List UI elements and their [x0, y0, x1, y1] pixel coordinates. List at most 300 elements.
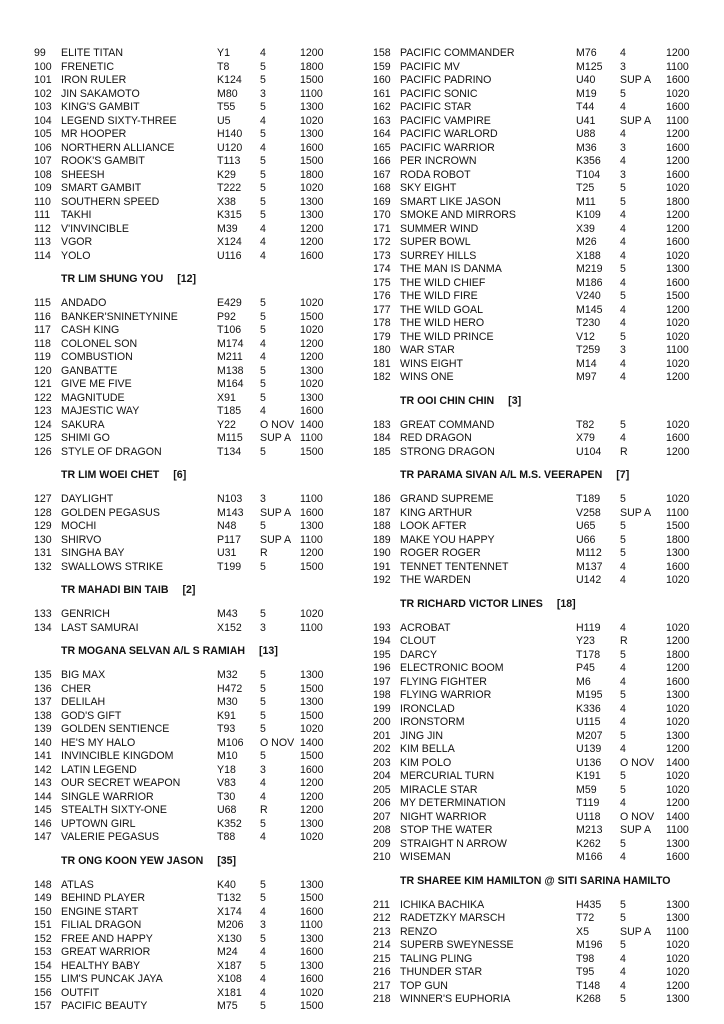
- horse-rating: 1020: [300, 114, 324, 127]
- horse-number: 107: [34, 155, 52, 167]
- horse-grade: SUP A: [620, 506, 652, 519]
- horse-number: 103: [34, 101, 52, 113]
- horse-name: PER INCROWN: [400, 155, 477, 167]
- horse-rating: 1200: [666, 209, 690, 221]
- horse-number: 159: [373, 60, 391, 73]
- horse-code: M174: [217, 337, 244, 350]
- horse-number: 111: [34, 209, 51, 221]
- horse-grade: SUP A: [620, 824, 652, 836]
- horse-number: 134: [34, 621, 52, 634]
- horse-grade: 5: [260, 932, 266, 945]
- horse-row: [34, 311, 334, 325]
- horse-number: 178: [373, 317, 391, 329]
- horse-grade: O NOV: [260, 736, 295, 749]
- horse-name: MOCHI: [61, 520, 97, 532]
- horse-row: [373, 966, 693, 980]
- horse-number: 146: [34, 817, 52, 830]
- horse-row: [34, 737, 334, 751]
- horse-code: X130: [217, 932, 242, 945]
- horse-row: [373, 493, 693, 507]
- horse-name: DAYLIGHT: [61, 493, 114, 505]
- horse-row: [373, 689, 693, 703]
- trainer-horse-count: [18]: [556, 597, 576, 610]
- horse-code: P117: [217, 533, 241, 546]
- horse-code: M59: [576, 783, 597, 796]
- horse-row: [34, 818, 334, 832]
- horse-grade: 4: [260, 114, 266, 127]
- horse-row: [34, 919, 334, 933]
- horse-name: VALERIE PEGASUS: [61, 831, 160, 843]
- horse-number: 132: [34, 560, 52, 573]
- horse-name: SUMMER WIND: [400, 222, 479, 235]
- horse-row: [373, 182, 693, 196]
- horse-number: 139: [34, 723, 52, 735]
- horse-name: ENGINE START: [61, 905, 139, 918]
- horse-number: 161: [373, 87, 391, 100]
- horse-rating: 1300: [300, 195, 324, 208]
- trainer-header: [34, 263, 334, 297]
- horse-row: [373, 851, 693, 865]
- horse-rating: 1600: [300, 763, 324, 776]
- horse-row: [373, 939, 693, 953]
- horse-grade: SUP A: [620, 925, 652, 938]
- horse-name: LAST SAMURAI: [61, 621, 139, 634]
- horse-row: [373, 993, 693, 1007]
- horse-code: U88: [576, 128, 596, 140]
- horse-grade: 5: [620, 418, 626, 431]
- horse-name: THE WILD CHIEF: [400, 276, 486, 289]
- horse-code: T104: [576, 168, 601, 181]
- horse-name: PACIFIC SONIC: [400, 87, 478, 100]
- horse-rating: 1300: [300, 669, 324, 681]
- horse-rating: 1020: [666, 493, 690, 505]
- horse-number: 164: [373, 128, 391, 140]
- horse-grade: 4: [620, 276, 626, 289]
- horse-row: [34, 196, 334, 210]
- horse-rating: 1600: [300, 141, 324, 154]
- horse-row: [34, 236, 334, 250]
- horse-rating: 1300: [300, 364, 324, 377]
- horse-row: [373, 223, 693, 237]
- horse-grade: 4: [260, 777, 266, 789]
- horse-code: M195: [576, 689, 603, 701]
- horse-row: [34, 669, 334, 683]
- left-column: [34, 47, 334, 1014]
- horse-grade: 5: [260, 669, 266, 681]
- horse-number: 218: [373, 993, 391, 1005]
- horse-code: U5: [217, 114, 231, 127]
- horse-rating: 1300: [300, 520, 324, 532]
- horse-number: 154: [34, 959, 52, 972]
- horse-grade: 5: [620, 770, 626, 782]
- horse-rating: 1500: [300, 709, 324, 722]
- horse-number: 131: [34, 547, 52, 559]
- horse-name: STYLE OF DRAGON: [61, 445, 162, 458]
- horse-grade: 5: [260, 168, 266, 181]
- horse-rating: 1020: [666, 357, 690, 370]
- horse-name: PACIFIC COMMANDER: [400, 47, 515, 59]
- horse-name: MAKE YOU HAPPY: [400, 533, 495, 546]
- horse-rating: 1500: [300, 310, 324, 323]
- horse-number: 142: [34, 763, 52, 776]
- horse-name: PACIFIC PADRINO: [400, 74, 492, 86]
- horse-row: [34, 405, 334, 419]
- horse-code: Y22: [217, 418, 236, 431]
- horse-rating: 1200: [666, 303, 690, 316]
- horse-code: K352: [217, 817, 242, 830]
- horse-row: [373, 196, 693, 210]
- horse-row: [34, 723, 334, 737]
- horse-name: CLOUT: [400, 635, 436, 647]
- horse-grade: 4: [620, 47, 626, 59]
- horse-rating: 1200: [666, 222, 690, 235]
- horse-row: [373, 824, 693, 838]
- horse-row: [34, 169, 334, 183]
- horse-row: [34, 608, 334, 622]
- horse-name: LOOK AFTER: [400, 520, 467, 532]
- horse-grade: 4: [620, 574, 626, 586]
- horse-grade: 4: [260, 790, 266, 803]
- horse-rating: 1600: [300, 249, 324, 262]
- horse-rating: 1100: [300, 432, 323, 444]
- horse-name: FLYING FIGHTER: [400, 675, 487, 688]
- horse-name: MIRACLE STAR: [400, 783, 478, 796]
- horse-row: [373, 574, 693, 588]
- horse-rating: 1020: [666, 716, 690, 728]
- horse-row: [34, 1000, 334, 1014]
- horse-number: 176: [373, 290, 391, 302]
- horse-grade: 5: [260, 1000, 266, 1012]
- horse-number: 204: [373, 770, 391, 782]
- horse-grade: 5: [620, 182, 626, 194]
- horse-code: M115: [217, 432, 243, 444]
- horse-row: [373, 358, 693, 372]
- horse-code: E429: [217, 297, 242, 309]
- horse-grade: 4: [620, 716, 626, 728]
- horse-row: [373, 263, 693, 277]
- horse-name: GENRICH: [61, 608, 110, 620]
- horse-rating: 1600: [666, 432, 690, 444]
- horse-grade: 3: [620, 60, 626, 73]
- horse-code: T119: [576, 797, 600, 809]
- horse-code: U66: [576, 533, 596, 546]
- horse-grade: 5: [260, 682, 266, 695]
- horse-code: P92: [217, 310, 236, 323]
- horse-row: [34, 520, 334, 534]
- horse-code: T230: [576, 317, 601, 329]
- horse-code: X152: [217, 621, 242, 634]
- horse-grade: 5: [260, 696, 266, 708]
- horse-rating: 1500: [300, 560, 324, 573]
- horse-grade: 5: [260, 182, 266, 194]
- horse-grade: O NOV: [260, 418, 295, 431]
- horse-number: 117: [34, 324, 51, 336]
- horse-number: 168: [373, 182, 391, 194]
- horse-row: [373, 419, 693, 433]
- horse-grade: 3: [620, 168, 626, 181]
- horse-rating: 1500: [300, 74, 324, 86]
- horse-grade: 5: [260, 74, 266, 86]
- horse-row: [373, 784, 693, 798]
- horse-grade: 4: [620, 209, 626, 221]
- horse-code: U142: [576, 574, 602, 586]
- horse-code: V258: [576, 506, 601, 519]
- horse-rating: 1020: [666, 952, 690, 965]
- horse-grade: 5: [260, 959, 266, 972]
- horse-rating: 1020: [300, 723, 324, 735]
- horse-code: U65: [576, 520, 596, 532]
- horse-name: OUR SECRET WEAPON: [61, 777, 181, 789]
- horse-code: M219: [576, 263, 603, 275]
- horse-number: 214: [373, 939, 391, 951]
- horse-row: [34, 142, 334, 156]
- horse-grade: 4: [620, 797, 626, 809]
- horse-row: [34, 973, 334, 987]
- horse-code: K191: [576, 770, 601, 782]
- horse-name: UPTOWN GIRL: [61, 817, 136, 830]
- horse-code: M30: [217, 696, 238, 708]
- horse-code: U68: [217, 804, 237, 816]
- horse-code: M76: [576, 47, 597, 59]
- horse-row: [373, 676, 693, 690]
- horse-rating: 1200: [300, 547, 324, 559]
- horse-name: KING ARTHUR: [400, 506, 473, 519]
- horse-row: [34, 892, 334, 906]
- horse-grade: 5: [620, 290, 626, 302]
- trainer-header: [373, 588, 693, 622]
- horse-name: WINS ONE: [400, 371, 454, 383]
- horse-number: 171: [373, 222, 391, 235]
- horse-code: T88: [217, 831, 236, 843]
- horse-rating: 1100: [300, 87, 323, 100]
- horse-number: 207: [373, 810, 391, 823]
- horse-number: 114: [34, 249, 51, 262]
- horse-code: H435: [576, 898, 602, 911]
- horse-grade: R: [620, 445, 628, 458]
- horse-rating: 1500: [666, 520, 690, 532]
- horse-name: HEALTHY BABY: [61, 959, 141, 972]
- horse-row: [34, 493, 334, 507]
- horse-name: THE WILD GOAL: [400, 303, 483, 316]
- horse-name: SMART LIKE JASON: [400, 195, 501, 208]
- horse-grade: 5: [620, 520, 626, 532]
- horse-name: THE WILD FIRE: [400, 290, 478, 302]
- horse-row: [373, 716, 693, 730]
- horse-code: U31: [217, 547, 237, 559]
- horse-number: 205: [373, 783, 391, 796]
- horse-grade: 5: [260, 155, 266, 167]
- horse-name: SMOKE AND MIRRORS: [400, 209, 516, 221]
- horse-row: [373, 649, 693, 663]
- horse-rating: 1020: [300, 986, 324, 999]
- horse-rating: 1020: [666, 418, 690, 431]
- horse-grade: 5: [260, 445, 266, 458]
- horse-code: T30: [217, 790, 236, 803]
- horse-grade: 5: [620, 493, 626, 505]
- horse-code: U118: [576, 810, 601, 823]
- horse-rating: 1100: [666, 60, 689, 73]
- horse-grade: 3: [260, 763, 266, 776]
- horse-rating: 1200: [300, 777, 324, 789]
- horse-rating: 1800: [300, 168, 324, 181]
- horse-rating: 1200: [300, 337, 324, 350]
- horse-name: MR HOOPER: [61, 128, 127, 140]
- horse-grade: 5: [620, 648, 626, 661]
- horse-number: 144: [34, 790, 52, 803]
- horse-grade: 5: [260, 195, 266, 208]
- horse-number: 192: [373, 574, 391, 586]
- horse-code: M125: [576, 60, 603, 73]
- horse-row: [373, 926, 693, 940]
- horse-name: JING JIN: [400, 729, 443, 742]
- horse-name: ELECTRONIC BOOM: [400, 662, 504, 674]
- horse-name: SMART GAMBIT: [61, 182, 142, 194]
- horse-name: KING'S GAMBIT: [61, 101, 140, 113]
- horse-code: M97: [576, 371, 597, 383]
- horse-row: [34, 960, 334, 974]
- horse-name: KIM POLO: [400, 756, 452, 769]
- horse-row: [373, 432, 693, 446]
- horse-name: NIGHT WARRIOR: [400, 810, 487, 823]
- horse-grade: 4: [620, 851, 626, 863]
- horse-rating: 1800: [666, 195, 690, 208]
- horse-rating: 1600: [666, 168, 690, 181]
- horse-name: WINNER'S EUPHORIA: [400, 993, 511, 1005]
- horse-grade: 5: [620, 837, 626, 850]
- horse-name: SUPER BOWL: [400, 236, 471, 248]
- trainer-horse-count: [3]: [508, 394, 522, 407]
- horse-code: M196: [576, 939, 603, 951]
- horse-grade: 4: [620, 101, 626, 113]
- trainer-name: TR PARAMA SIVAN A/L M.S. VEERAPEN: [400, 469, 603, 481]
- horse-grade: 5: [620, 729, 626, 742]
- horse-code: N103: [217, 493, 243, 505]
- horse-code: M6: [576, 675, 591, 688]
- horse-row: [373, 912, 693, 926]
- horse-number: 170: [373, 209, 391, 221]
- horse-rating: 1200: [666, 662, 690, 674]
- trainer-name: TR ONG KOON YEW JASON: [61, 854, 204, 867]
- horse-grade: 5: [260, 878, 266, 891]
- horse-grade: 4: [620, 743, 626, 755]
- horse-rating: 1020: [300, 608, 324, 620]
- horse-name: GIVE ME FIVE: [61, 378, 132, 390]
- horse-name: PACIFIC WARLORD: [400, 128, 498, 140]
- horse-code: T25: [576, 182, 595, 194]
- horse-rating: 1300: [300, 391, 324, 404]
- trainer-header: [34, 845, 334, 879]
- horse-rating: 1600: [300, 405, 324, 417]
- horse-grade: 5: [620, 87, 626, 100]
- horse-name: TALING PLING: [400, 952, 473, 965]
- horse-grade: 4: [620, 662, 626, 674]
- horse-code: U139: [576, 743, 602, 755]
- horse-row: [34, 250, 334, 264]
- horse-name: COMBUSTION: [61, 351, 133, 363]
- horse-rating: 1600: [666, 276, 690, 289]
- horse-grade: 5: [620, 912, 626, 924]
- horse-name: SHIRVO: [61, 533, 102, 546]
- horse-name: JIN SAKAMOTO: [61, 87, 140, 100]
- horse-code: X188: [576, 249, 601, 262]
- horse-grade: R: [260, 804, 268, 816]
- horse-code: M164: [217, 378, 244, 390]
- horse-number: 179: [373, 330, 391, 343]
- horse-code: Y18: [217, 763, 236, 776]
- horse-number: 148: [34, 878, 52, 891]
- horse-rating: 1020: [300, 297, 324, 309]
- horse-name: PACIFIC MV: [400, 60, 460, 73]
- horse-rating: 1600: [666, 236, 690, 248]
- horse-name: WINS EIGHT: [400, 357, 463, 370]
- horse-name: V'INVINCIBLE: [61, 222, 129, 235]
- horse-code: M26: [576, 236, 597, 248]
- horse-grade: 4: [260, 973, 266, 985]
- horse-code: K109: [576, 209, 601, 221]
- horse-row: [373, 507, 693, 521]
- horse-rating: 1200: [666, 979, 690, 992]
- horse-row: [34, 987, 334, 1001]
- horse-code: K29: [217, 168, 236, 181]
- horse-rating: 1200: [300, 222, 324, 235]
- horse-name: TOP GUN: [400, 979, 448, 992]
- horse-number: 133: [34, 608, 52, 620]
- horse-name: GREAT COMMAND: [400, 418, 495, 431]
- horse-row: [34, 338, 334, 352]
- horse-code: X174: [217, 905, 242, 918]
- horse-code: T178: [576, 648, 601, 661]
- horse-code: X39: [576, 222, 595, 235]
- horse-row: [34, 47, 334, 61]
- horse-rating: 1400: [666, 810, 690, 823]
- horse-number: 143: [34, 777, 52, 789]
- horse-number: 125: [34, 432, 52, 444]
- horse-grade: 5: [260, 608, 266, 620]
- trainer-name: TR SHAREE KIM HAMILTON @ SITI SARINA HAMILTO: [400, 874, 671, 887]
- horse-code: T95: [576, 966, 595, 978]
- horse-rating: 1300: [300, 878, 324, 891]
- horse-grade: 5: [260, 750, 266, 762]
- horse-rating: 1020: [666, 182, 690, 194]
- horse-number: 130: [34, 533, 52, 546]
- trainer-header: [373, 459, 693, 493]
- horse-row: [373, 290, 693, 304]
- horse-grade: 3: [260, 87, 266, 100]
- horse-name: VGOR: [61, 236, 93, 248]
- horse-number: 157: [34, 1000, 52, 1012]
- horse-number: 127: [34, 493, 52, 505]
- horse-code: H140: [217, 128, 243, 140]
- horse-name: GREAT WARRIOR: [61, 946, 151, 958]
- horse-grade: 5: [260, 892, 266, 904]
- horse-rating: 1200: [666, 635, 690, 647]
- horse-name: WISEMAN: [400, 851, 451, 863]
- horse-name: SHIMI GO: [61, 432, 110, 444]
- trainer-horse-count: [13]: [259, 645, 278, 657]
- horse-name: HE'S MY HALO: [61, 736, 136, 749]
- horse-code: K124: [217, 74, 242, 86]
- horse-rating: 1300: [666, 547, 690, 559]
- horse-rating: 1020: [666, 330, 690, 343]
- horse-row: [373, 128, 693, 142]
- horse-name: BANKER'SNINETYNINE: [61, 310, 178, 323]
- trainer-name: TR LIM WOEI CHET: [61, 469, 160, 481]
- horse-grade: SUP A: [620, 74, 652, 86]
- horse-rating: 1200: [666, 128, 690, 140]
- horse-name: SUPERB SWEYNESSE: [400, 939, 514, 951]
- horse-rating: 1020: [666, 939, 690, 951]
- horse-rating: 1300: [666, 912, 690, 924]
